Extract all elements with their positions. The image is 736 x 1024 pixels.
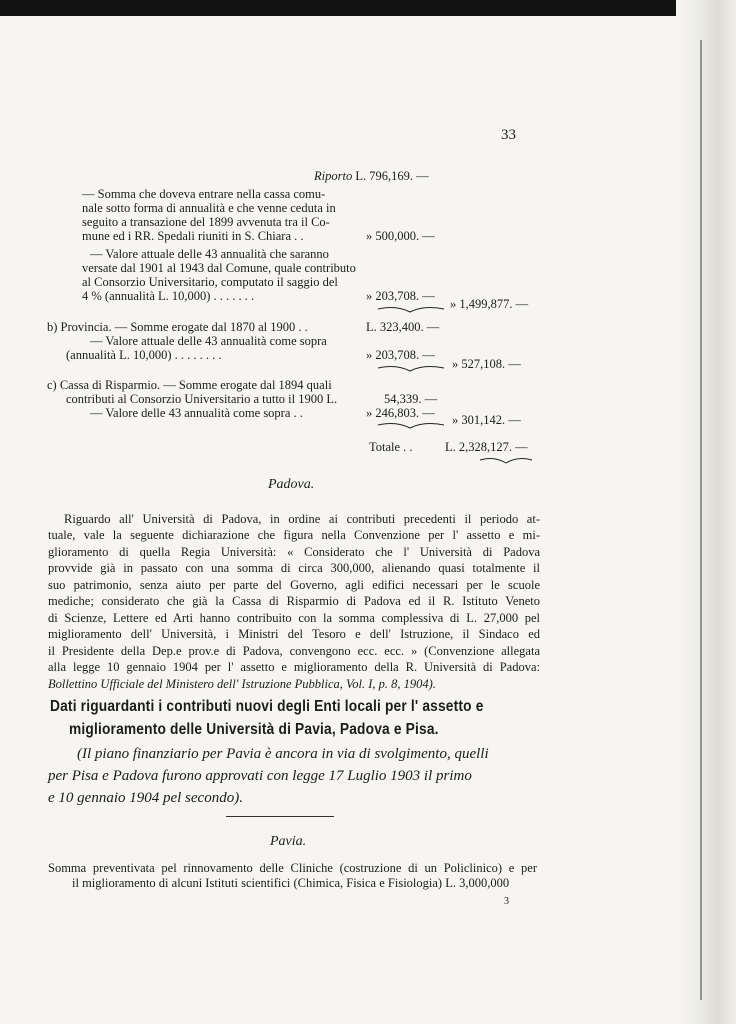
signature-mark: 3 [504, 896, 509, 907]
scan-binding-line [700, 40, 702, 1000]
italic-note-line-3: e 10 gennaio 1904 pel secondo). [48, 790, 243, 806]
riporto-amount: L. 796,169. — [355, 169, 429, 183]
main-heading-line-1: Dati riguardanti i contributi nuovi degli Enti locali per l' assetto e [50, 698, 484, 715]
totale-label: Totale . . [369, 440, 413, 454]
section-c-line-3: — Valore delle 43 annualità come sopra . . [90, 406, 303, 420]
brace-c [376, 421, 446, 431]
italic-note-line-1: (Il piano finanziario per Pavia è ancora in via di svolgimento, quelli [77, 746, 489, 762]
section-c-amount-1: 54,339. — [384, 392, 438, 406]
padova-line-3: glioramento di quella Regia Università: « Considerato che l' Università di Padova [48, 545, 540, 559]
riporto-label: Riporto [314, 169, 353, 183]
main-heading-line-2: miglioramento delle Università di Pavia, Padova e Pisa. [69, 721, 439, 738]
section-b-amount-2: » 203,708. — [366, 348, 435, 362]
item1-line-4: mune ed i RR. Spedali riuniti in S. Chiara . . [82, 229, 304, 243]
section-b-line-1: b) Provincia. — Somme erogate dal 1870 al 1900 . . [47, 320, 308, 334]
item1-amount: » 500,000. — [366, 229, 435, 243]
item1-line-3: seguito a transazione del 1899 avvenuta tra il Co- [82, 215, 330, 229]
section-c-line-1: c) Cassa di Risparmio. — Somme erogate dal 1894 quali [47, 378, 332, 392]
pavia-line-1: Somma preventivata pel rinnovamento delle Cliniche (costruzione di un Policlinico) e per [48, 861, 537, 875]
riporto-line [314, 169, 429, 183]
brace-b [376, 364, 446, 374]
section-b-amount-1: L. 323,400. — [366, 320, 440, 334]
padova-line-6: mediche; considerato che già la Cassa di Risparmio di Padova ed il R. Istituto Veneto [48, 594, 540, 608]
section-a-total: » 1,499,877. — [450, 297, 529, 311]
pavia-line-2: il miglioramento di alcuni Istituti scientifici (Chimica, Fisica e Fisiologia) L. 3,000,000 [72, 876, 510, 890]
section-c-line-2: contributi al Consorzio Universitario a tutto il 1900 L. [66, 392, 338, 406]
padova-line-4: provvide già in passato con una somma di circa 300,000, alienando quasi totalmente il [48, 561, 540, 575]
item2-line-4: 4 % (annualità L. 10,000) . . . . . . . [82, 289, 255, 303]
padova-line-2: tuale, vale la seguente dichiarazione che figura nella Convenzione per l' assetto e mi- [48, 528, 540, 542]
totale-amount: L. 2,328,127. — [445, 440, 528, 454]
padova-heading: Padova. [268, 477, 315, 492]
scan-top-border [0, 0, 736, 16]
item1-line-1: — Somma che doveva entrare nella cassa comu- [82, 187, 326, 201]
item2-amount: » 203,708. — [366, 289, 435, 303]
padova-line-5: suo patrimonio, senza aiuto per parte del Governo, agli edifici necessari per le scuole [48, 578, 540, 592]
page-number: 33 [501, 127, 516, 143]
padova-line-11: Bollettino Ufficiale del Ministero dell' Istruzione Pubblica, Vol. I, p. 8, 1904). [48, 677, 436, 691]
section-b-total: » 527,108. — [452, 357, 521, 371]
scan-binding-edge [676, 0, 736, 1024]
section-c-total: » 301,142. — [452, 413, 521, 427]
item2-line-1: — Valore attuale delle 43 annualità che saranno [90, 247, 329, 261]
italic-note-line-2: per Pisa e Padova furono approvati con legge 17 Luglio 1903 il primo [48, 768, 472, 784]
padova-line-8: miglioramento dell' Università, i Ministri del Tesoro e dell' Istruzione, il Sindaco ed [48, 627, 540, 641]
padova-line-10: alla legge 10 gennaio 1904 per l' assetto e miglioramento della R. Università di Padova: [48, 660, 540, 674]
padova-line-7: di Scienze, Lettere ed Arti hanno contribuito con la somma complessiva di L. 27,000 pel [48, 611, 540, 625]
brace-totale [478, 456, 534, 466]
item2-line-3: al Consorzio Universitario, computato il saggio del [82, 275, 338, 289]
padova-line-9: il Presidente della Dep.e prov.e di Padova, convengono ecc. ecc. » (Convenzione allegata [48, 644, 540, 658]
section-b-line-2: — Valore attuale delle 43 annualità come sopra [90, 334, 327, 348]
section-divider [226, 816, 334, 817]
section-b-line-3: (annualità L. 10,000) . . . . . . . . [66, 348, 222, 362]
section-c-amount-2: » 246,803. — [366, 406, 435, 420]
pavia-heading: Pavia. [270, 834, 307, 849]
item1-line-2: nale sotto forma di annualità e che venne ceduta in [82, 201, 336, 215]
item2-line-2: versate dal 1901 al 1943 dal Comune, quale contributo [82, 261, 356, 275]
padova-line-1: Riguardo all' Università di Padova, in ordine ai contributi precedenti il periodo at- [64, 512, 540, 526]
brace-a [376, 305, 446, 315]
